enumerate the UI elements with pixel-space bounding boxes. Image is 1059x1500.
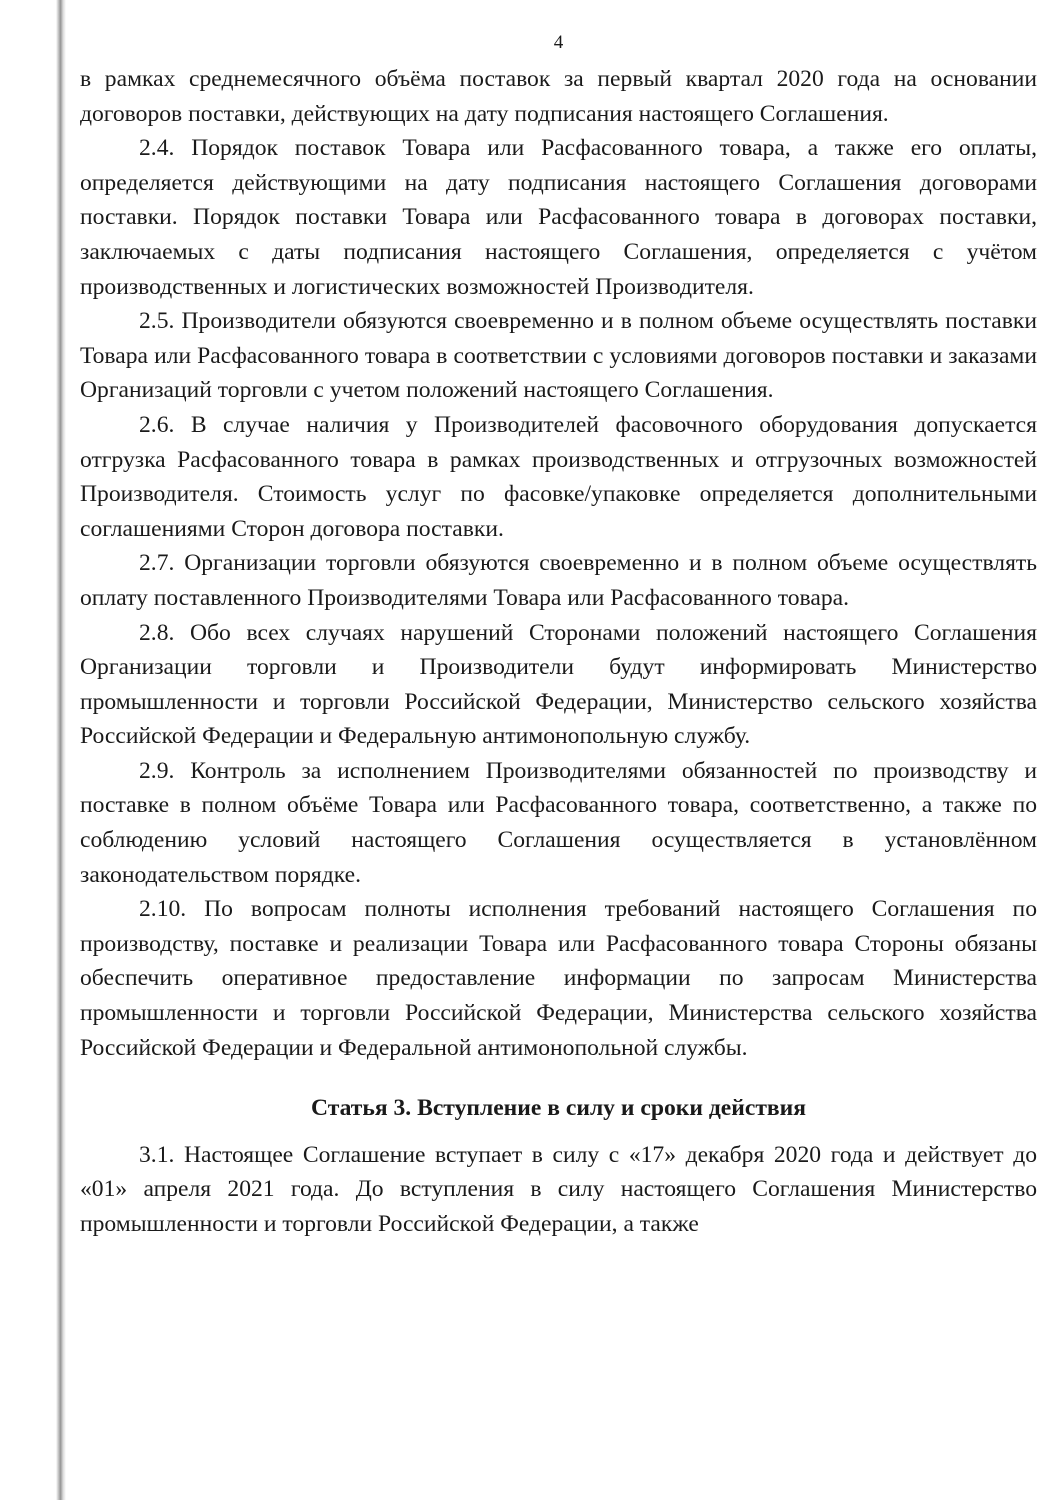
paragraph-3-1: 3.1. Настоящее Соглашение вступает в силу с «17» декабря 2020 года и действует до «01» апреля 2021 года. До вступления в силу настоящего Соглашения Министерство промышленности и торговли Российской Федерации, а также	[80, 1141, 1037, 1237]
paragraph-2-9: 2.9. Контроль за исполнением Производителями обязанностей по производству и поставке в полном объёме Товара или Расфасованного товара, соответственно, а также по соблюдению условий настоящего Соглашения осуществляется в установлённом законодательством порядке.	[80, 757, 1037, 888]
paragraph-2-5: 2.5. Производители обязуются своевременно и в полном объеме осуществлять поставки Товара или Расфасованного товара в соответствии с условиями договоров поставки и заказами Организаций торговли с учетом положений настоящего Соглашения.	[80, 308, 1037, 404]
page-number: 4	[553, 32, 564, 53]
scan-binding-edge	[56, 0, 66, 1500]
paragraph-2-10: 2.10. По вопросам полноты исполнения требований настоящего Соглашения по производству, поставке и реализации Товара или Расфасованного товара Стороны обязаны обеспечить оперативное предоставление информации по запросам Министерства промышленности и торговли Российской Федерации, Министерства сельского хозяйства Российской Федерации и Федеральной антимонопольной службы.	[80, 896, 1037, 1061]
document-page	[80, 30, 1037, 1242]
paragraph-2-6: 2.6. В случае наличия у Производителей фасовочного оборудования допускается отгрузка Расфасованного товара в рамках производственных и отгрузочных возможностей Производителя. Стоимость услуг по фасовке/упаковке определяется дополнительными соглашениями Сторон договора поставки.	[80, 411, 1037, 542]
paragraph-2-8: 2.8. Обо всех случаях нарушений Сторонами положений настоящего Соглашения Организации торговли и Производители будут информировать Министерство промышленности и торговли Российской Федерации, Министерство сельского хозяйства Российской Федерации и Федеральную антимонопольную службу.	[80, 619, 1037, 750]
article-3-heading: Статья 3. Вступление в силу и сроки действия	[310, 1095, 807, 1122]
paragraph-continuation: в рамках среднемесячного объёма поставок за первый квартал 2020 года на основании договоров поставки, действующих на дату подписания настоящего Соглашения.	[80, 66, 1037, 127]
paragraph-2-4: 2.4. Порядок поставок Товара или Расфасованного товара, а также его оплаты, определяется действующими на дату подписания настоящего Соглашения договорами поставки. Порядок поставки Товара или Расфасованного товара в договорах поставки, заключаемых с даты подписания настоящего Соглашения, определяется с учётом производственных и логистических возможностей Производителя.	[80, 135, 1037, 300]
paragraph-2-7: 2.7. Организации торговли обязуются своевременно и в полном объеме осуществлять оплату поставленного Производителями Товара или Расфасованного товара.	[80, 550, 1037, 611]
